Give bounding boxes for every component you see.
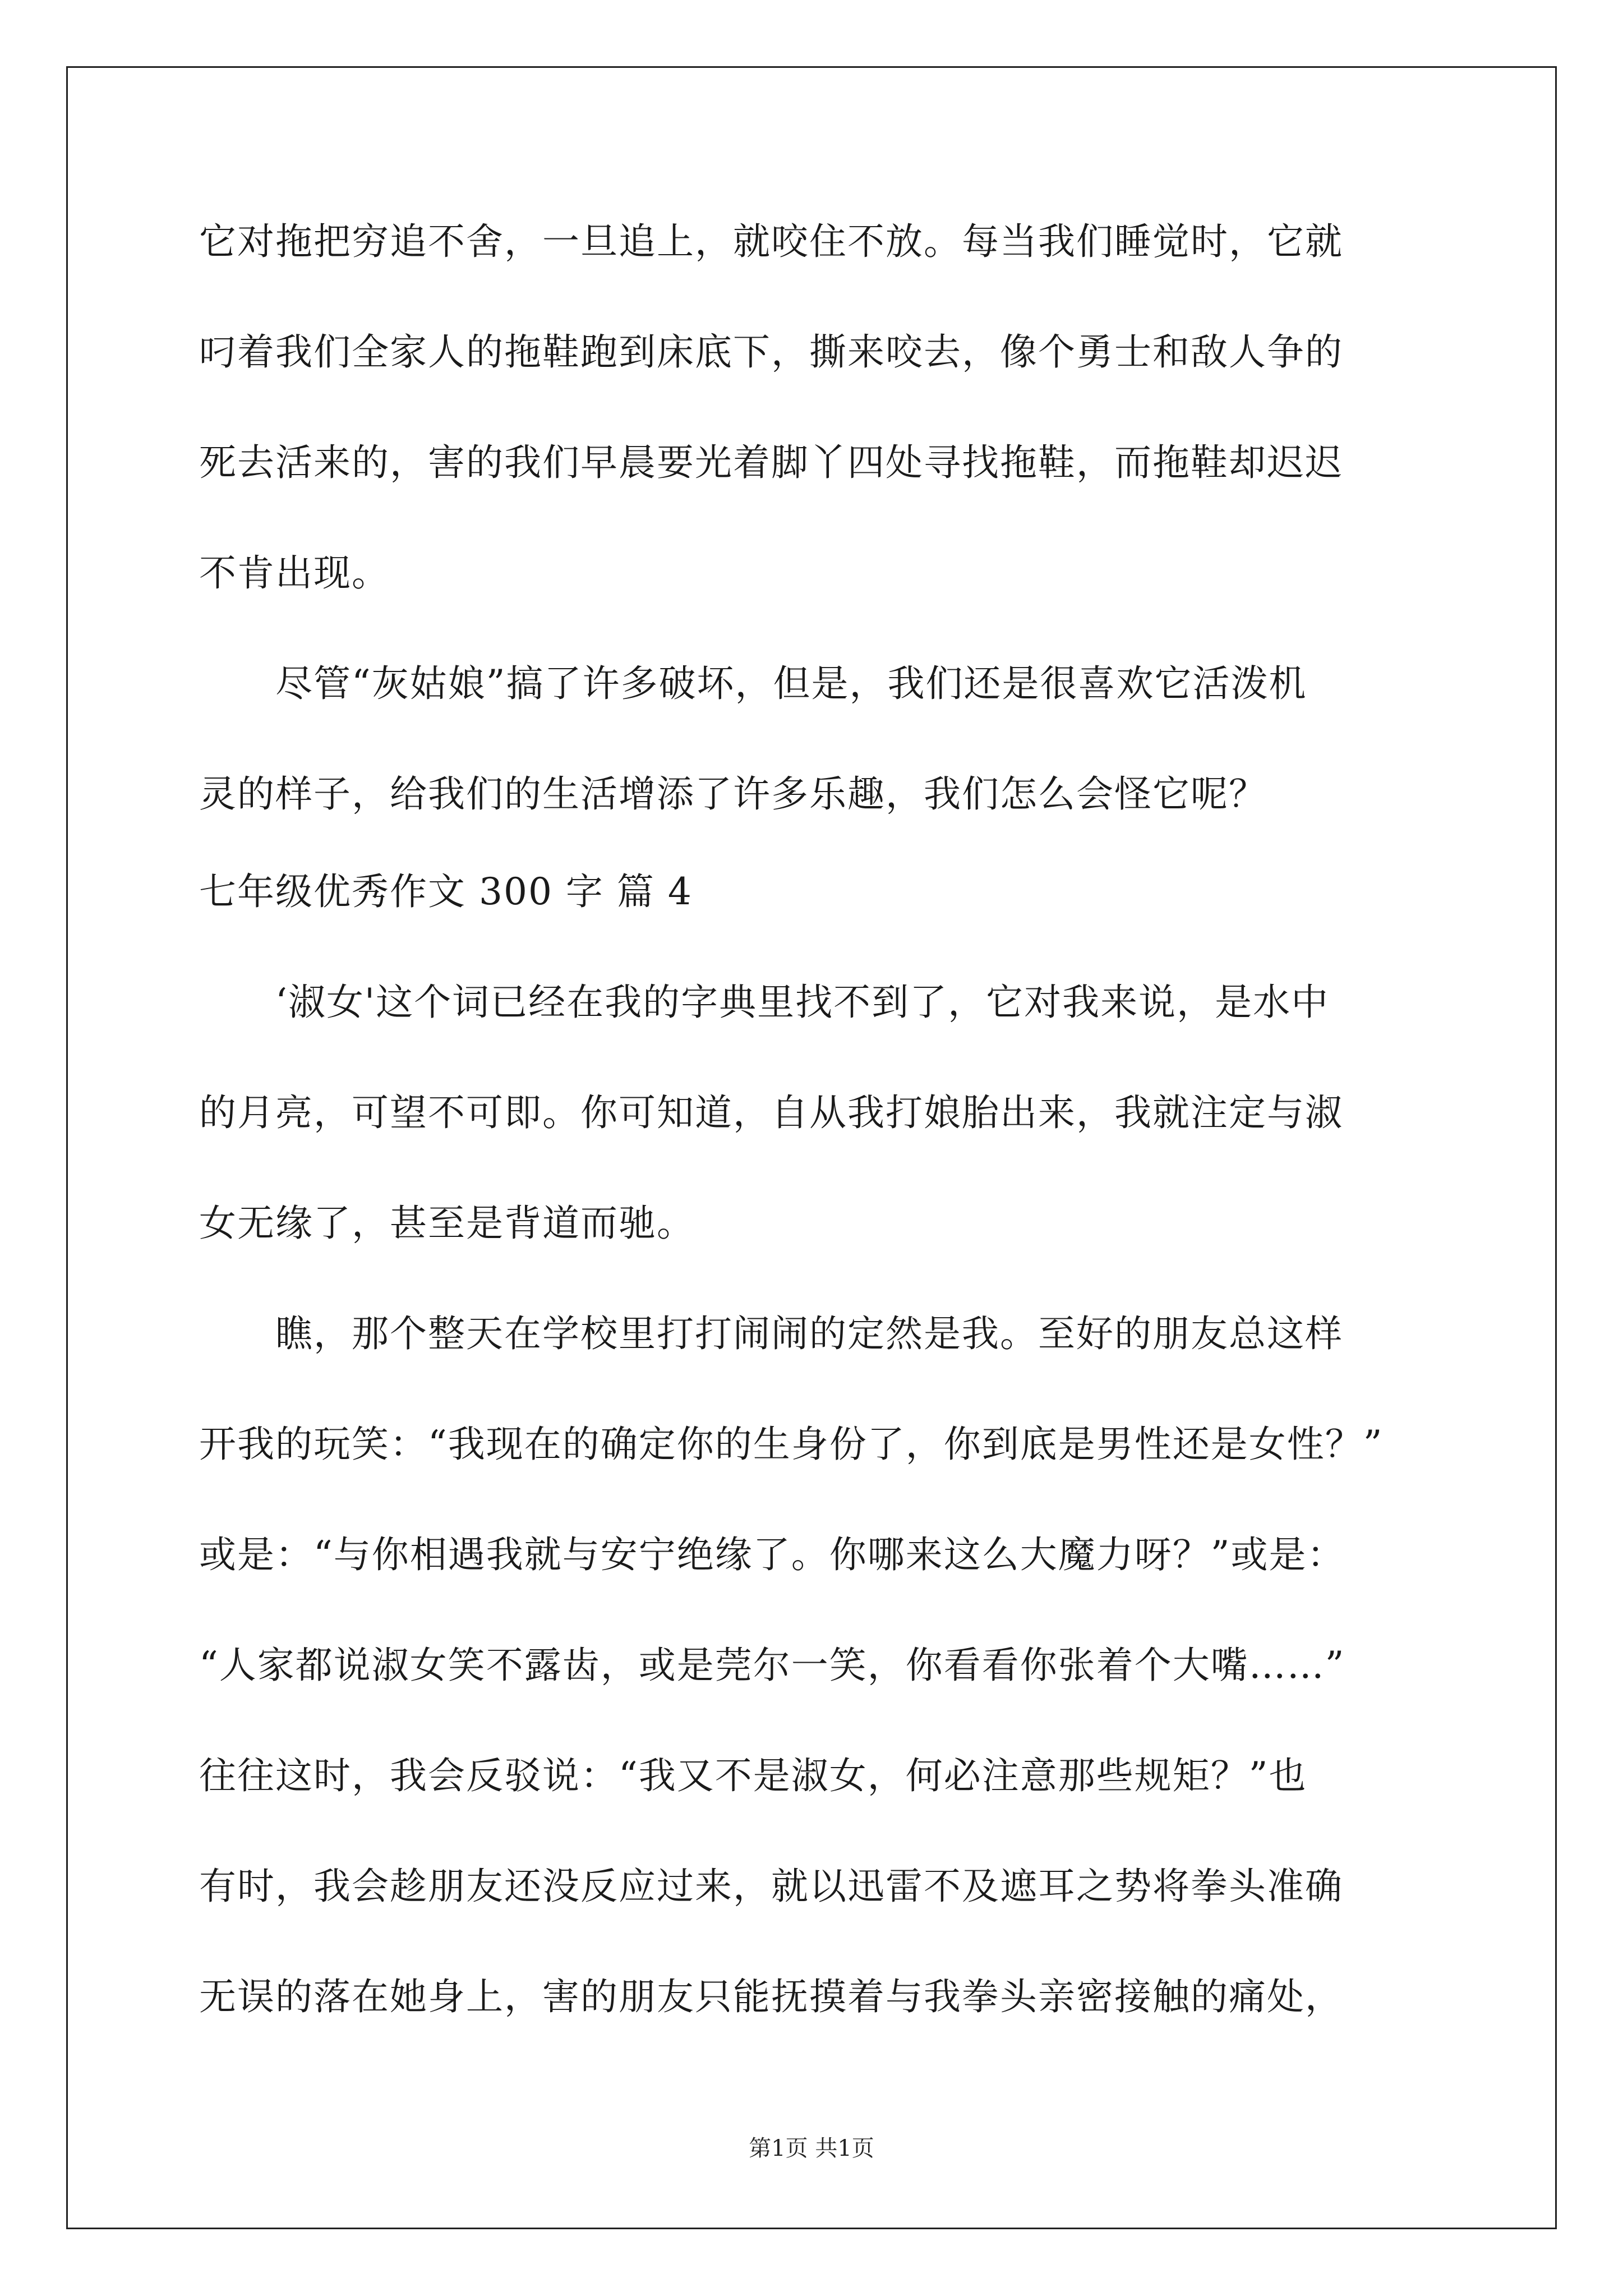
text-line: 它对拖把穷追不舍，一旦追上，就咬住不放。每当我们睡觉时，它就 <box>199 220 1343 263</box>
text-line: ‘淑女'这个词已经在我的字典里找不到了，它对我来说，是水中 <box>199 981 1330 1024</box>
text-line: 往往这时，我会反驳说：“我又不是淑女，何必注意那些规矩？”也 <box>199 1754 1307 1797</box>
text-line: 不肯出现。 <box>199 551 390 595</box>
text-line: 无误的落在她身上，害的朋友只能抚摸着与我拳头亲密接触的痛处， <box>199 1975 1343 2018</box>
text-line: “人家都说淑女笑不露齿，或是莞尔一笑，你看看你张着个大嘴……” <box>199 1644 1345 1687</box>
text-line: 瞧，那个整天在学校里打打闹闹的定然是我。至好的朋友总这样 <box>199 1312 1343 1355</box>
text-line: 死去活来的，害的我们早晨要光着脚丫四处寻找拖鞋，而拖鞋却迟迟 <box>199 441 1343 484</box>
text-line: 的月亮，可望不可即。你可知道，自从我打娘胎出来，我就注定与淑 <box>199 1091 1343 1134</box>
text-line: 女无缘了，甚至是背道而驰。 <box>199 1202 695 1245</box>
section-heading: 七年级优秀作文 300 字 篇 4 <box>199 870 693 913</box>
text-line: 叼着我们全家人的拖鞋跑到床底下，撕来咬去，像个勇士和敌人争的 <box>199 330 1343 374</box>
text-line: 或是：“与你相遇我就与安宁绝缘了。你哪来这么大魔力呀？”或是： <box>199 1533 1345 1576</box>
text-line: 开我的玩笑：“我现在的确定你的生身份了，你到底是男性还是女性？” <box>199 1423 1384 1466</box>
text-line: 尽管“灰姑娘”搞了许多破坏，但是，我们还是很喜欢它活泼机 <box>199 662 1307 705</box>
text-line: 有时，我会趁朋友还没反应过来，就以迅雷不及遮耳之势将拳头准确 <box>199 1865 1343 1908</box>
text-line: 灵的样子，给我们的生活增添了许多乐趣，我们怎么会怪它呢？ <box>199 772 1267 816</box>
page-footer: 第1页 共1页 <box>749 2136 874 2161</box>
